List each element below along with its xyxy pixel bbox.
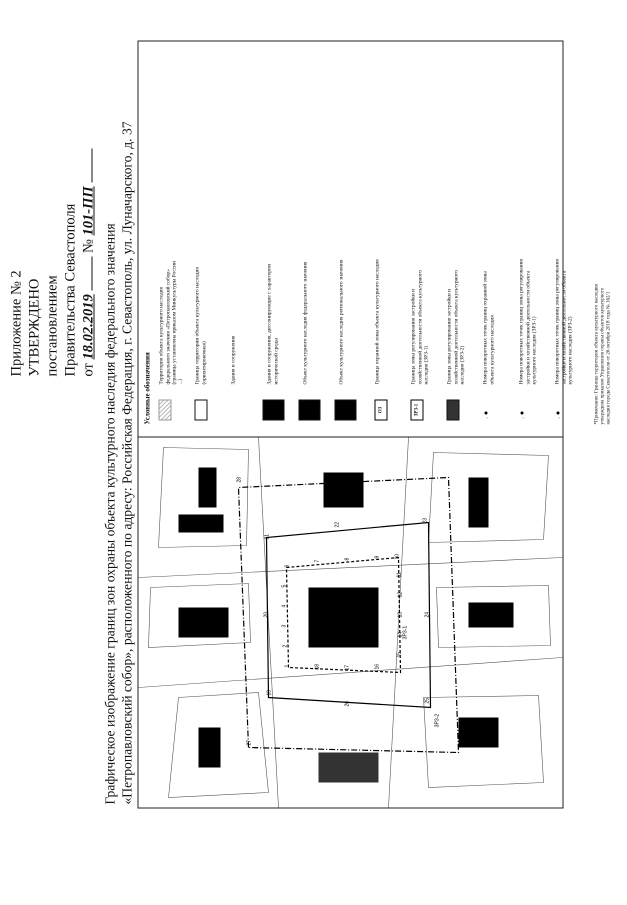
point-marker-icon: . xyxy=(484,412,490,419)
legend-item-text: Объект культурного наследия регионального значения xyxy=(338,259,345,385)
legend-item-text: Номера поворотных точек границ зоны регулирования застройки и хозяйственной деятельности объекта культурного наследия (ЗРЗ-2) xyxy=(554,259,574,385)
map-label: 15 xyxy=(396,651,403,658)
legend-symbol-icon xyxy=(195,400,208,421)
map-label: 17 xyxy=(344,664,351,671)
legend-item xyxy=(555,50,591,425)
legend-item-text: Граница территории объекта культурного наследия (ориентировочная) xyxy=(194,267,208,385)
map-label: ОЗ xyxy=(334,600,341,608)
legend-item-text: Здания и сооружения xyxy=(230,335,237,385)
resolution-label: постановлением xyxy=(44,275,61,377)
map-label: ЗРЗ-2 xyxy=(434,713,441,728)
government-label: Правительства Севастополя xyxy=(62,203,79,377)
legend-symbol-icon xyxy=(299,400,321,421)
map-label: 1 xyxy=(284,664,291,668)
zone-tag: ОЗ xyxy=(378,406,384,414)
from-label: от xyxy=(80,363,97,377)
appendix-number: Приложение № 2 xyxy=(8,270,25,377)
map-label: 11 xyxy=(396,572,403,578)
map-drawing xyxy=(139,438,563,808)
legend-symbol-icon xyxy=(335,400,357,421)
document-title xyxy=(102,65,136,805)
legend-symbol-icon xyxy=(263,400,285,421)
legend-item xyxy=(447,50,483,425)
map-label: 28 xyxy=(236,476,243,483)
map-label: 25 xyxy=(424,697,431,704)
map-label: 20 xyxy=(263,611,270,618)
map-label: 10 xyxy=(394,553,401,560)
title-line-1: Графическое изображение границ зон охраны объекта культурного наследия федерального значения xyxy=(102,223,118,805)
legend-item-text: Территория объекта культурного наследия федерального значения «Петропавловский собор» (граница установлена приказом Минкультуры России ...) xyxy=(158,261,184,385)
map-label: 13 xyxy=(397,611,404,618)
legend-item xyxy=(483,50,519,425)
legend-item xyxy=(375,50,411,425)
legend-symbol-icon xyxy=(411,400,424,421)
legend-symbol-icon xyxy=(447,400,460,421)
map-label: 3 xyxy=(281,624,288,628)
legend-item xyxy=(303,50,339,425)
zone-tag: ЗРЗ-1 xyxy=(414,403,420,417)
legend-item-text: Граница охранной зоны объекта культурного наследия xyxy=(374,259,381,385)
legend-item xyxy=(267,50,303,425)
legend-item xyxy=(159,50,195,425)
legend-item xyxy=(195,50,231,425)
map-frame xyxy=(138,41,612,809)
legend xyxy=(145,50,613,425)
legend-item-text: Здания и сооружения, диссонирующие с характером исторической среды xyxy=(266,264,280,385)
legend-item xyxy=(411,50,447,425)
map-label: 4 xyxy=(281,604,288,608)
map-label: 6 xyxy=(284,564,291,568)
map-label: 19 xyxy=(266,689,273,696)
map-label: 21 xyxy=(264,533,271,540)
legend-items xyxy=(159,50,591,425)
legend-item xyxy=(519,50,555,425)
resolution-date-line xyxy=(80,47,98,377)
map-label: 22 xyxy=(334,521,341,528)
legend-title: Условные обозначения xyxy=(143,352,152,425)
map-label: 14 xyxy=(397,631,404,638)
legend-item xyxy=(339,50,375,425)
legend-item xyxy=(231,50,267,425)
map-legend-divider xyxy=(139,437,563,438)
map-label: 9 xyxy=(374,555,381,559)
cadastral-map xyxy=(139,438,563,808)
point-marker-icon: . xyxy=(556,412,562,419)
map-label: 16 xyxy=(374,663,381,670)
map-label: 27 xyxy=(246,739,253,746)
map-label: 18 xyxy=(314,663,321,670)
resolution-number: 101-ПП xyxy=(80,186,97,236)
resolution-date: 18.02.2019 xyxy=(80,294,97,360)
cathedral-building xyxy=(309,588,379,648)
legend-item-text: Граница зоны регулирования застройки и хозяйственной деятельности объекта культурного наследия (ЗРЗ-1) xyxy=(410,270,430,385)
title-line-2: «Петропавловский собор», расположенного по адресу: Российская Федерация, г. Севастополь, ул. Луначарского, д. 37 xyxy=(119,121,135,805)
legend-symbol-icon xyxy=(159,400,172,421)
legend-note: *Примечание: Граница территории объекта культурного наследия утверждена приказом Управления охраны объектов культурного наследия города Севастополя от 26 октября 2018 года № 162/1 xyxy=(594,284,612,425)
map-label: 12 xyxy=(397,591,404,598)
point-marker-icon: . xyxy=(520,412,526,419)
map-label: 26 xyxy=(344,700,351,707)
map-label: 5 xyxy=(281,584,288,588)
legend-symbol-icon xyxy=(375,400,388,421)
map-label: ЗРЗ-1 xyxy=(402,625,409,640)
approved-label: УТВЕРЖДЕНО xyxy=(26,278,43,377)
legend-item-text: Номера поворотных точек границ зоны регулирования застройки и хозяйственной деятельности объекта культурного наследия (ЗРЗ-1) xyxy=(518,259,538,385)
legend-item-text: Номера поворотных точек границ охранной зоны объекта культурного наследия xyxy=(482,271,496,385)
map-label: 2 xyxy=(282,644,289,648)
legend-item-text: Граница зоны регулирования застройки и хозяйственной деятельности объекта культурного наследия (ЗРЗ-2) xyxy=(446,270,466,385)
map-label: 8 xyxy=(344,557,351,561)
legend-item-text: Объект культурного наследия федерального значения xyxy=(302,261,309,385)
approval-stamp xyxy=(8,47,98,377)
map-label: 23 xyxy=(422,517,429,524)
map-label: 24 xyxy=(424,611,431,618)
map-label: 7 xyxy=(314,559,321,563)
number-sign: № xyxy=(80,239,97,253)
